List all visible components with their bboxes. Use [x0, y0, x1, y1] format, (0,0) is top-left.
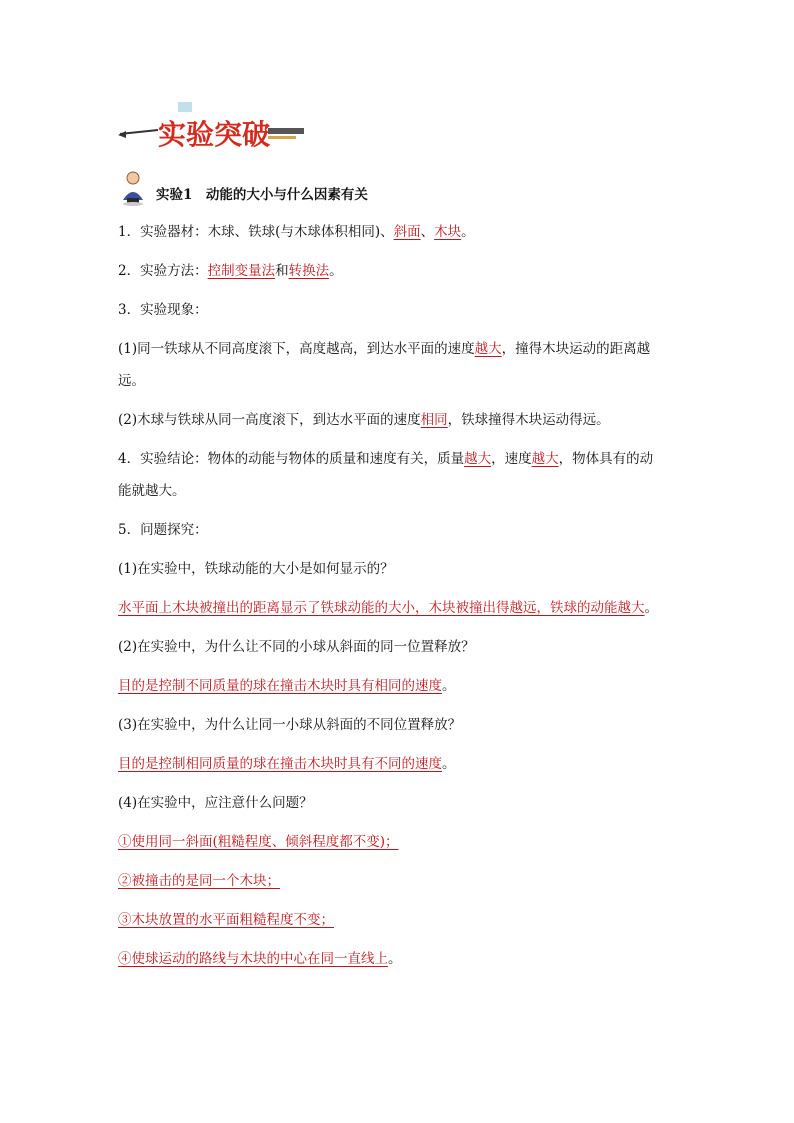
answer-mass-larger: 越大 [464, 451, 492, 467]
answer-2 [118, 676, 678, 696]
answer-conversion: 转换法 [288, 263, 330, 279]
answer-incline: 斜面 [393, 224, 421, 240]
item-conclusion-line2: 能就越大。 [118, 483, 186, 499]
period: 。 [461, 224, 475, 240]
answer-2-text: 目的是控制不同质量的球在撞击木块时具有相同的速度 [118, 678, 442, 694]
period: 。 [388, 951, 402, 967]
answer-same: 相同 [420, 412, 448, 428]
experiment-header [118, 170, 368, 206]
answer-4-item-4 [118, 949, 678, 969]
conjunction: 和 [275, 263, 289, 279]
answer-4-text-3: ③木块放置的水平面粗糙程度不变； [118, 912, 334, 928]
period: 。 [329, 263, 343, 279]
answer-4-text-4: ④使球运动的路线与木块的中心在同一直线上 [118, 951, 388, 967]
banner-decor-icon [178, 102, 192, 112]
obs2-text: (2)木球与铁球从同一高度滚下，到达水平面的速度 [118, 412, 421, 428]
conclusion-rest: ，物体具有的动 [558, 451, 654, 467]
answer-larger: 越大 [474, 341, 502, 357]
separator: 、 [420, 224, 435, 240]
answer-4-text-2: ②被撞击的是同一个木块； [118, 873, 280, 889]
question-1: (1)在实验中，铁球动能的大小是如何显示的？ [118, 561, 394, 577]
period: 。 [644, 600, 658, 616]
conclusion-text: 4．实验结论：物体的动能与物体的质量和速度有关，质量 [118, 451, 465, 467]
question-2: (2)在实验中，为什么让不同的小球从斜面的同一位置释放？ [118, 639, 475, 655]
answer-block: 木块 [434, 224, 462, 240]
observation-2 [118, 410, 678, 430]
conclusion-mid: ，速度 [491, 451, 532, 467]
answer-3 [118, 754, 678, 774]
question-3: (3)在实验中，为什么让同一小球从斜面的不同位置释放？ [118, 717, 462, 733]
banner-title: 实验突破 [158, 118, 271, 151]
observation-1 [118, 339, 678, 359]
answer-4-item-3 [118, 910, 678, 930]
answer-control-variable: 控制变量法 [207, 263, 276, 279]
answer-speed-larger: 越大 [531, 451, 559, 467]
question-4: (4)在实验中，应注意什么问题？ [118, 795, 313, 811]
item-questions: 5．问题探究： [118, 522, 208, 538]
method-text: 2．实验方法： [118, 263, 208, 279]
pen-tip-icon [118, 131, 126, 138]
answer-1-text: 水平面上木块被撞出的距离显示了铁球动能的大小，木块被撞出得越远，铁球的动能越大 [118, 600, 645, 616]
item-equipment [118, 222, 678, 242]
item-conclusion [118, 449, 678, 469]
banner-bar-right [268, 128, 304, 134]
item-phenomena: 3．实验现象： [118, 302, 208, 318]
period: 。 [442, 756, 456, 772]
obs1-text: (1)同一铁球从不同高度滚下，高度越高，到达水平面的速度 [118, 341, 475, 357]
answer-3-text: 目的是控制相同质量的球在撞击木块时具有不同的速度 [118, 756, 442, 772]
answer-4-text-1: ①使用同一斜面(粗糙程度、倾斜程度都不变)； [118, 834, 399, 850]
observation-1-line2: 远。 [118, 373, 145, 389]
answer-4-item-1 [118, 832, 678, 852]
answer-4-item-2 [118, 871, 678, 891]
obs1-rest: ，撞得木块运动的距离越 [501, 341, 651, 357]
teacher-figure-icon [118, 170, 152, 206]
experiment-title: 实验1 动能的大小与什么因素有关 [156, 187, 368, 203]
banner-bar-right-2 [268, 136, 296, 139]
obs2-rest: ，铁球撞得木块运动得远。 [447, 412, 610, 428]
period: 。 [442, 678, 456, 694]
item-method [118, 261, 678, 281]
section-banner [118, 100, 308, 156]
answer-1 [118, 598, 678, 618]
equipment-text: 1．实验器材：木球、铁球(与木球体积相同)、 [118, 224, 394, 240]
